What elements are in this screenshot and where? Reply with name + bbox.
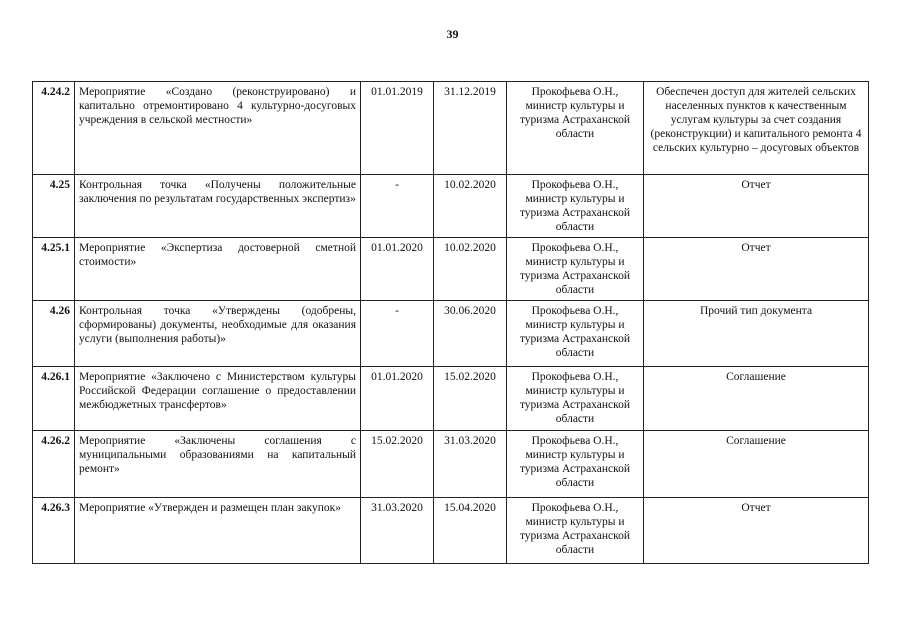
row-end-date: 31.12.2019 — [434, 82, 507, 175]
row-end-date: 15.04.2020 — [434, 498, 507, 564]
row-start-date: 31.03.2020 — [361, 498, 434, 564]
table-row — [33, 238, 869, 301]
row-end-date: 30.06.2020 — [434, 301, 507, 367]
table-row — [33, 367, 869, 431]
row-description: Мероприятие «Заключены соглашения с муниципальными образованиями на капитальный ремонт» — [75, 431, 361, 498]
table-row — [33, 175, 869, 238]
row-description: Мероприятие «Создано (реконструировано) и капитально отремонтировано 4 культурно-досуговых учреждения в сельской местности» — [75, 82, 361, 175]
row-end-date: 10.02.2020 — [434, 175, 507, 238]
row-result: Отчет — [644, 175, 869, 238]
table-row — [33, 301, 869, 367]
row-number: 4.26 — [33, 301, 75, 367]
row-number: 4.26.3 — [33, 498, 75, 564]
row-responsible: Прокофьева О.Н., министр культуры и туризма Астраханской области — [507, 498, 644, 564]
row-start-date: 01.01.2019 — [361, 82, 434, 175]
row-responsible: Прокофьева О.Н., министр культуры и туризма Астраханской области — [507, 367, 644, 431]
row-result: Отчет — [644, 498, 869, 564]
row-result: Соглашение — [644, 431, 869, 498]
row-responsible: Прокофьева О.Н., министр культуры и туризма Астраханской области — [507, 301, 644, 367]
row-start-date: - — [361, 301, 434, 367]
plan-table — [32, 81, 869, 564]
row-responsible: Прокофьева О.Н., министр культуры и туризма Астраханской области — [507, 82, 644, 175]
page-number: 39 — [446, 27, 459, 41]
row-description: Мероприятие «Утвержден и размещен план закупок» — [75, 498, 361, 564]
row-result: Соглашение — [644, 367, 869, 431]
row-end-date: 15.02.2020 — [434, 367, 507, 431]
row-description: Контрольная точка «Получены положительные заключения по результатам государственных экспертиз» — [75, 175, 361, 238]
row-result: Обеспечен доступ для жителей сельских населенных пунктов к качественным услугам культуры за счет создания (реконструкции) и капитального ремонта 4 сельских культурно – досуговых объектов — [644, 82, 869, 175]
row-start-date: 01.01.2020 — [361, 238, 434, 301]
row-responsible: Прокофьева О.Н., министр культуры и туризма Астраханской области — [507, 175, 644, 238]
row-number: 4.25 — [33, 175, 75, 238]
row-number: 4.26.2 — [33, 431, 75, 498]
row-number: 4.25.1 — [33, 238, 75, 301]
row-start-date: - — [361, 175, 434, 238]
table-row — [33, 431, 869, 498]
row-description: Мероприятие «Заключено с Министерством культуры Российской Федерации соглашение о предоставлении межбюджетных трансфертов» — [75, 367, 361, 431]
row-end-date: 31.03.2020 — [434, 431, 507, 498]
row-result: Прочий тип документа — [644, 301, 869, 367]
row-end-date: 10.02.2020 — [434, 238, 507, 301]
row-number: 4.26.1 — [33, 367, 75, 431]
table-row — [33, 82, 869, 175]
row-responsible: Прокофьева О.Н., министр культуры и туризма Астраханской области — [507, 238, 644, 301]
row-start-date: 01.01.2020 — [361, 367, 434, 431]
row-description: Мероприятие «Экспертиза достоверной сметной стоимости» — [75, 238, 361, 301]
row-description: Контрольная точка «Утверждены (одобрены, сформированы) документы, необходимые для оказания услуги (выполнения работы)» — [75, 301, 361, 367]
row-responsible: Прокофьева О.Н., министр культуры и туризма Астраханской области — [507, 431, 644, 498]
table-row — [33, 498, 869, 564]
row-result: Отчет — [644, 238, 869, 301]
row-number: 4.24.2 — [33, 82, 75, 175]
row-start-date: 15.02.2020 — [361, 431, 434, 498]
